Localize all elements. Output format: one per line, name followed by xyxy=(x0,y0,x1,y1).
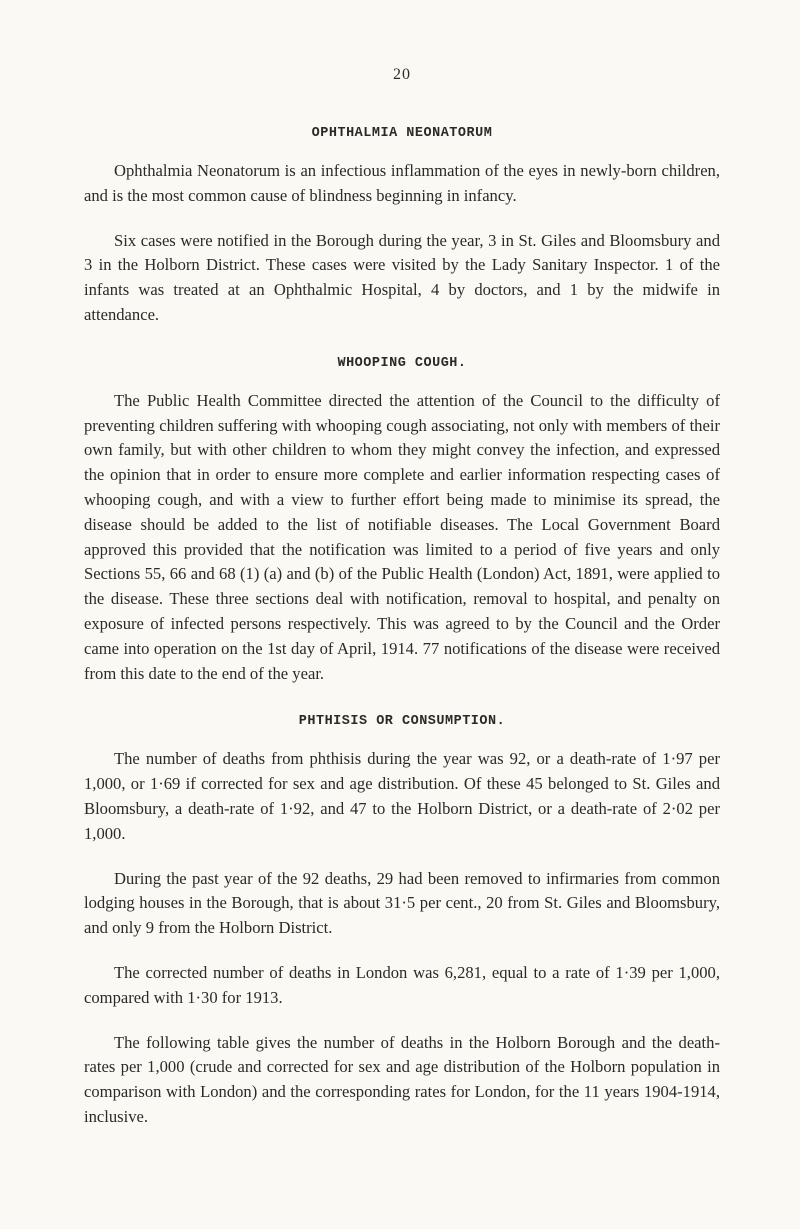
section-ophthalmia xyxy=(84,126,720,328)
section-heading: OPHTHALMIA NEONATORUM xyxy=(311,126,493,141)
paragraph: The following table gives the number of deaths in the Holborn Borough and the death-rates per 1,000 (crude and corrected for sex and age distribution of the Holborn population in comparison with London) and the corresponding rates for London, for the 11 years 1904-1914, inclusive. xyxy=(84,1032,720,1126)
paragraph: The Public Health Committee directed the attention of the Council to the difficulty of preventing children suffering with whooping cough associating, not only with members of their own family, but with other children to whom they might convey the infection, and expressed the opinion that in order to ensure more complete and earlier information respecting cases of whooping cough, and with a view to further effort being made to minimise its spread, the disease should be added to the list of notifiable diseases. The Local Government Board approved this provided that the notification was limited to a period of five years and only Sections 55, 66 and 68 (1) (a) and (b) of the Public Health (London) Act, 1891, were applied to the disease. These three sections deal with notification, removal to hospital, and penalty on exposure of infected persons respectively. This was agreed to by the Council and the Order came into operation on the 1st day of April, 1914. 77 notifications of the disease were received from this date to the end of the year. xyxy=(84,390,720,683)
paragraph: The number of deaths from phthisis during the year was 92, or a death-rate of 1·97 per 1,000, or 1·69 if corrected for sex and age distribution. Of these 45 belonged to St. Giles and Bloomsbury, a death-rate of 1·92, and 47 to the Holborn District, or a death-rate of 2·02 per 1,000. xyxy=(84,749,720,843)
section-heading: PHTHISIS OR CONSUMPTION. xyxy=(298,714,506,730)
paragraph: Ophthalmia Neonatorum is an infectious inflammation of the eyes in newly-born children, and is the most common cause of blindness beginning in infancy. xyxy=(84,161,720,205)
section-whooping-cough xyxy=(84,356,720,687)
section-heading: WHOOPING COUGH. xyxy=(337,355,467,371)
paragraph: The corrected number of deaths in London was 6,281, equal to a rate of 1·39 per 1,000, compared with 1·30 for 1913. xyxy=(84,962,720,1007)
page-number: 20 xyxy=(393,66,411,83)
paragraph: During the past year of the 92 deaths, 29 had been removed to infirmaries from common lodging houses in the Borough, that is about 31·5 per cent., 20 from St. Giles and Bloomsbury, and only 9 from the Holborn District. xyxy=(84,868,720,938)
paragraph: Six cases were notified in the Borough during the year, 3 in St. Giles and Bloomsbury and 3 in the Holborn District. These cases were visited by the Lady Sanitary Inspector. 1 of the infants was treated at an Ophthalmic Hospital, 4 by doctors, and 1 by the midwife in attendance. xyxy=(84,230,720,324)
section-phthisis xyxy=(84,714,720,1129)
